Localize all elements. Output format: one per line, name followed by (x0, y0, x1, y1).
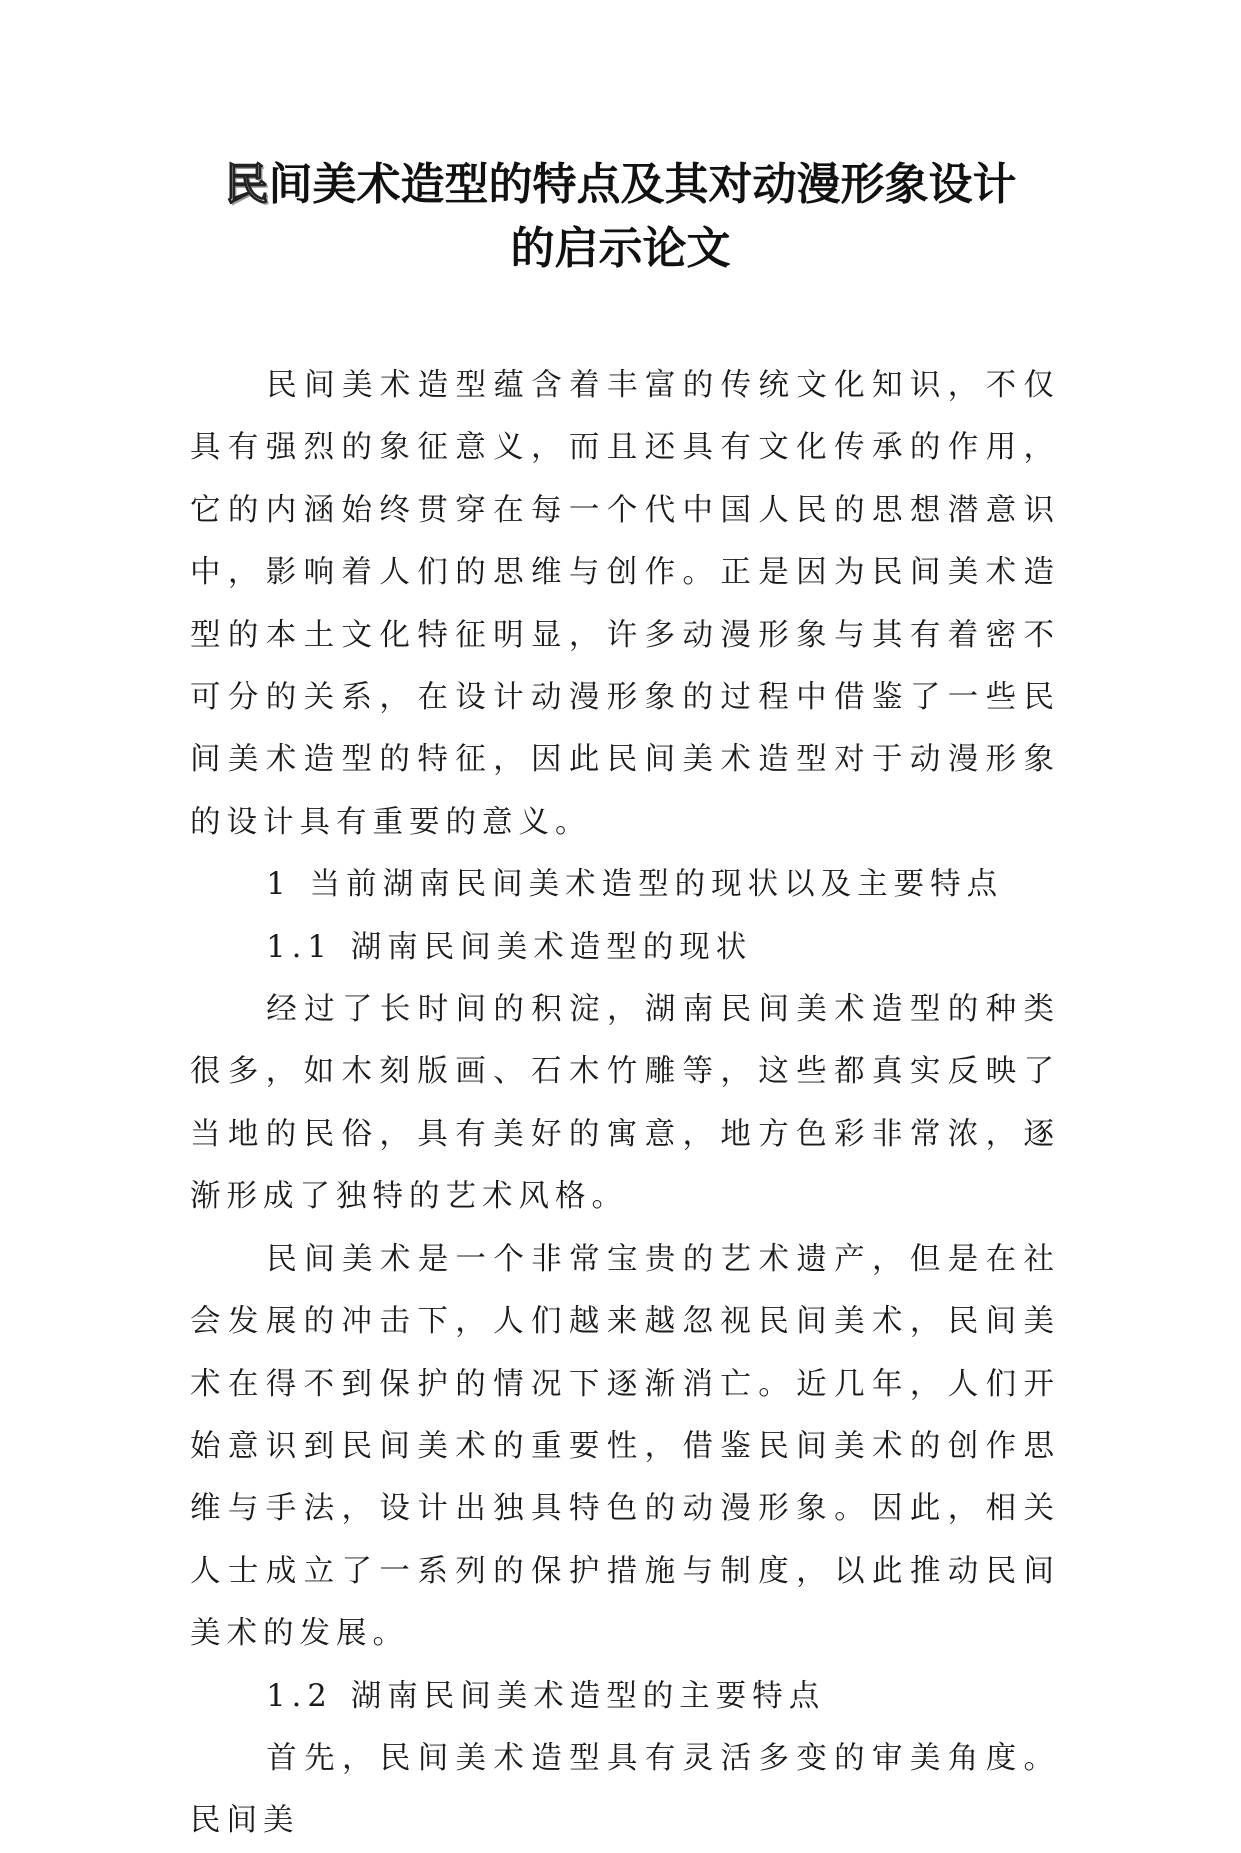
status-paragraph: 经过了长时间的积淀，湖南民间美术造型的种类很多，如木刻版画、石木竹雕等，这些都真实反映了当地的民俗，具有美好的寓意，地方色彩非常浓，逐渐形成了独特的艺术风格。 (190, 992, 1060, 1215)
section-1-1-number: 1.1 (266, 929, 333, 965)
section-1-heading (190, 854, 1060, 916)
section-1-1-title: 湖南民间美术造型的现状 (350, 929, 753, 965)
title-decorated-first-char: 民 (224, 159, 269, 210)
intro-paragraph: 民间美术造型蕴含着丰富的传统文化知识，不仅具有强烈的象征意义，而且还具有文化传承的作用，它的内涵始终贯穿在每一个代中国人民的思想潜意识中，影响着人们的思维与创作。正是因为民间美术造型的本土文化特征明显，许多动漫形象与其有着密不可分的关系，在设计动漫形象的过程中借鉴了一些民间美术造型的特征，因此民间美术造型对于动漫形象的设计具有重要的意义。 (190, 368, 1060, 840)
document-title-line-1 (160, 153, 1081, 217)
document-body (190, 355, 1060, 1853)
title-line-1-text: 间美术造型的特点及其对动漫形象设计 (268, 159, 1017, 210)
document-title-line-2: 的启示论文 (510, 223, 731, 274)
section-1-2-title: 湖南民间美术造型的主要特点 (350, 1678, 826, 1714)
section-1-number: 1 (266, 867, 292, 903)
section-1-title: 当前湖南民间美术造型的现状以及主要特点 (309, 867, 1004, 903)
heritage-paragraph: 民间美术是一个非常宝贵的艺术遗产，但是在社会发展的冲击下，人们越来越忽视民间美术，民间美术在得不到保护的情况下逐渐消亡。近几年，人们开始意识到民间美术的重要性，借鉴民间美术的创作思维与手法，设计出独具特色的动漫形象。因此，相关人士成立了一系列的保护措施与制度，以此推动民间美术的发展。 (190, 1241, 1060, 1652)
features-paragraph: 首先，民间美术造型具有灵活多变的审美角度。民间美 (190, 1740, 1060, 1839)
section-1-2-heading (190, 1666, 1060, 1728)
section-1-1-heading (190, 917, 1060, 979)
section-1-2-number: 1.2 (266, 1678, 333, 1714)
